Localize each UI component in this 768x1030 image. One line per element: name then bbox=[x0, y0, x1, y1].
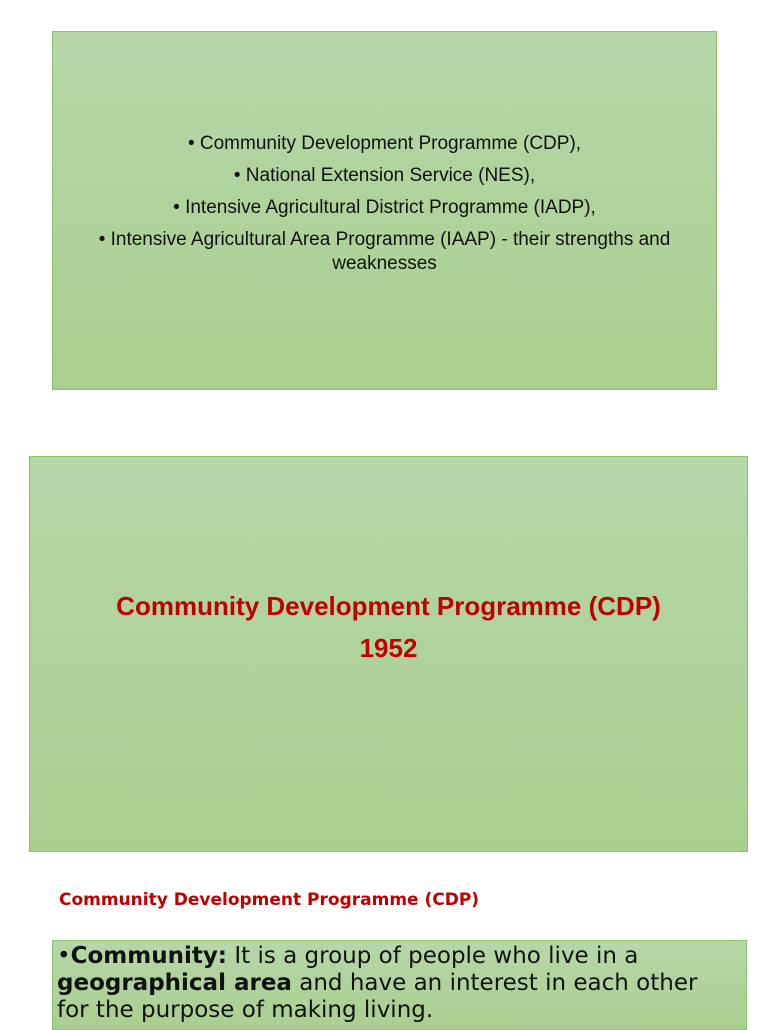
definition-text-part2: and have an interest in each other for the purpose of making living. bbox=[57, 970, 698, 1023]
slide-title-text: Community Development Programme (CDP) bbox=[116, 591, 661, 621]
definition-term: Community: bbox=[70, 943, 228, 969]
slide-title bbox=[30, 585, 747, 669]
definition-text bbox=[57, 943, 716, 1024]
slide-title-box bbox=[29, 456, 748, 852]
topic-item-nes: • National Extension Service (NES), bbox=[233, 165, 536, 186]
topic-item-iaap: • Intensive Agricultural Area Programme (IAAP) - their strengths and weaknesses bbox=[98, 229, 671, 274]
topic-item-iadp: • Intensive Agricultural District Programme (IADP), bbox=[173, 197, 596, 218]
definition-highlight: geographical area bbox=[57, 970, 292, 996]
section-heading: Community Development Programme (CDP) bbox=[59, 890, 480, 910]
definition-box bbox=[52, 940, 747, 1030]
slide-topics-box bbox=[52, 31, 717, 390]
definition-bullet: • bbox=[57, 943, 71, 969]
topic-item-cdp: • Community Development Programme (CDP), bbox=[187, 133, 582, 154]
slide-title-year: 1952 bbox=[359, 633, 418, 663]
definition-text-part1: It is a group of people who live in a bbox=[227, 943, 639, 969]
topics-list bbox=[53, 132, 716, 276]
